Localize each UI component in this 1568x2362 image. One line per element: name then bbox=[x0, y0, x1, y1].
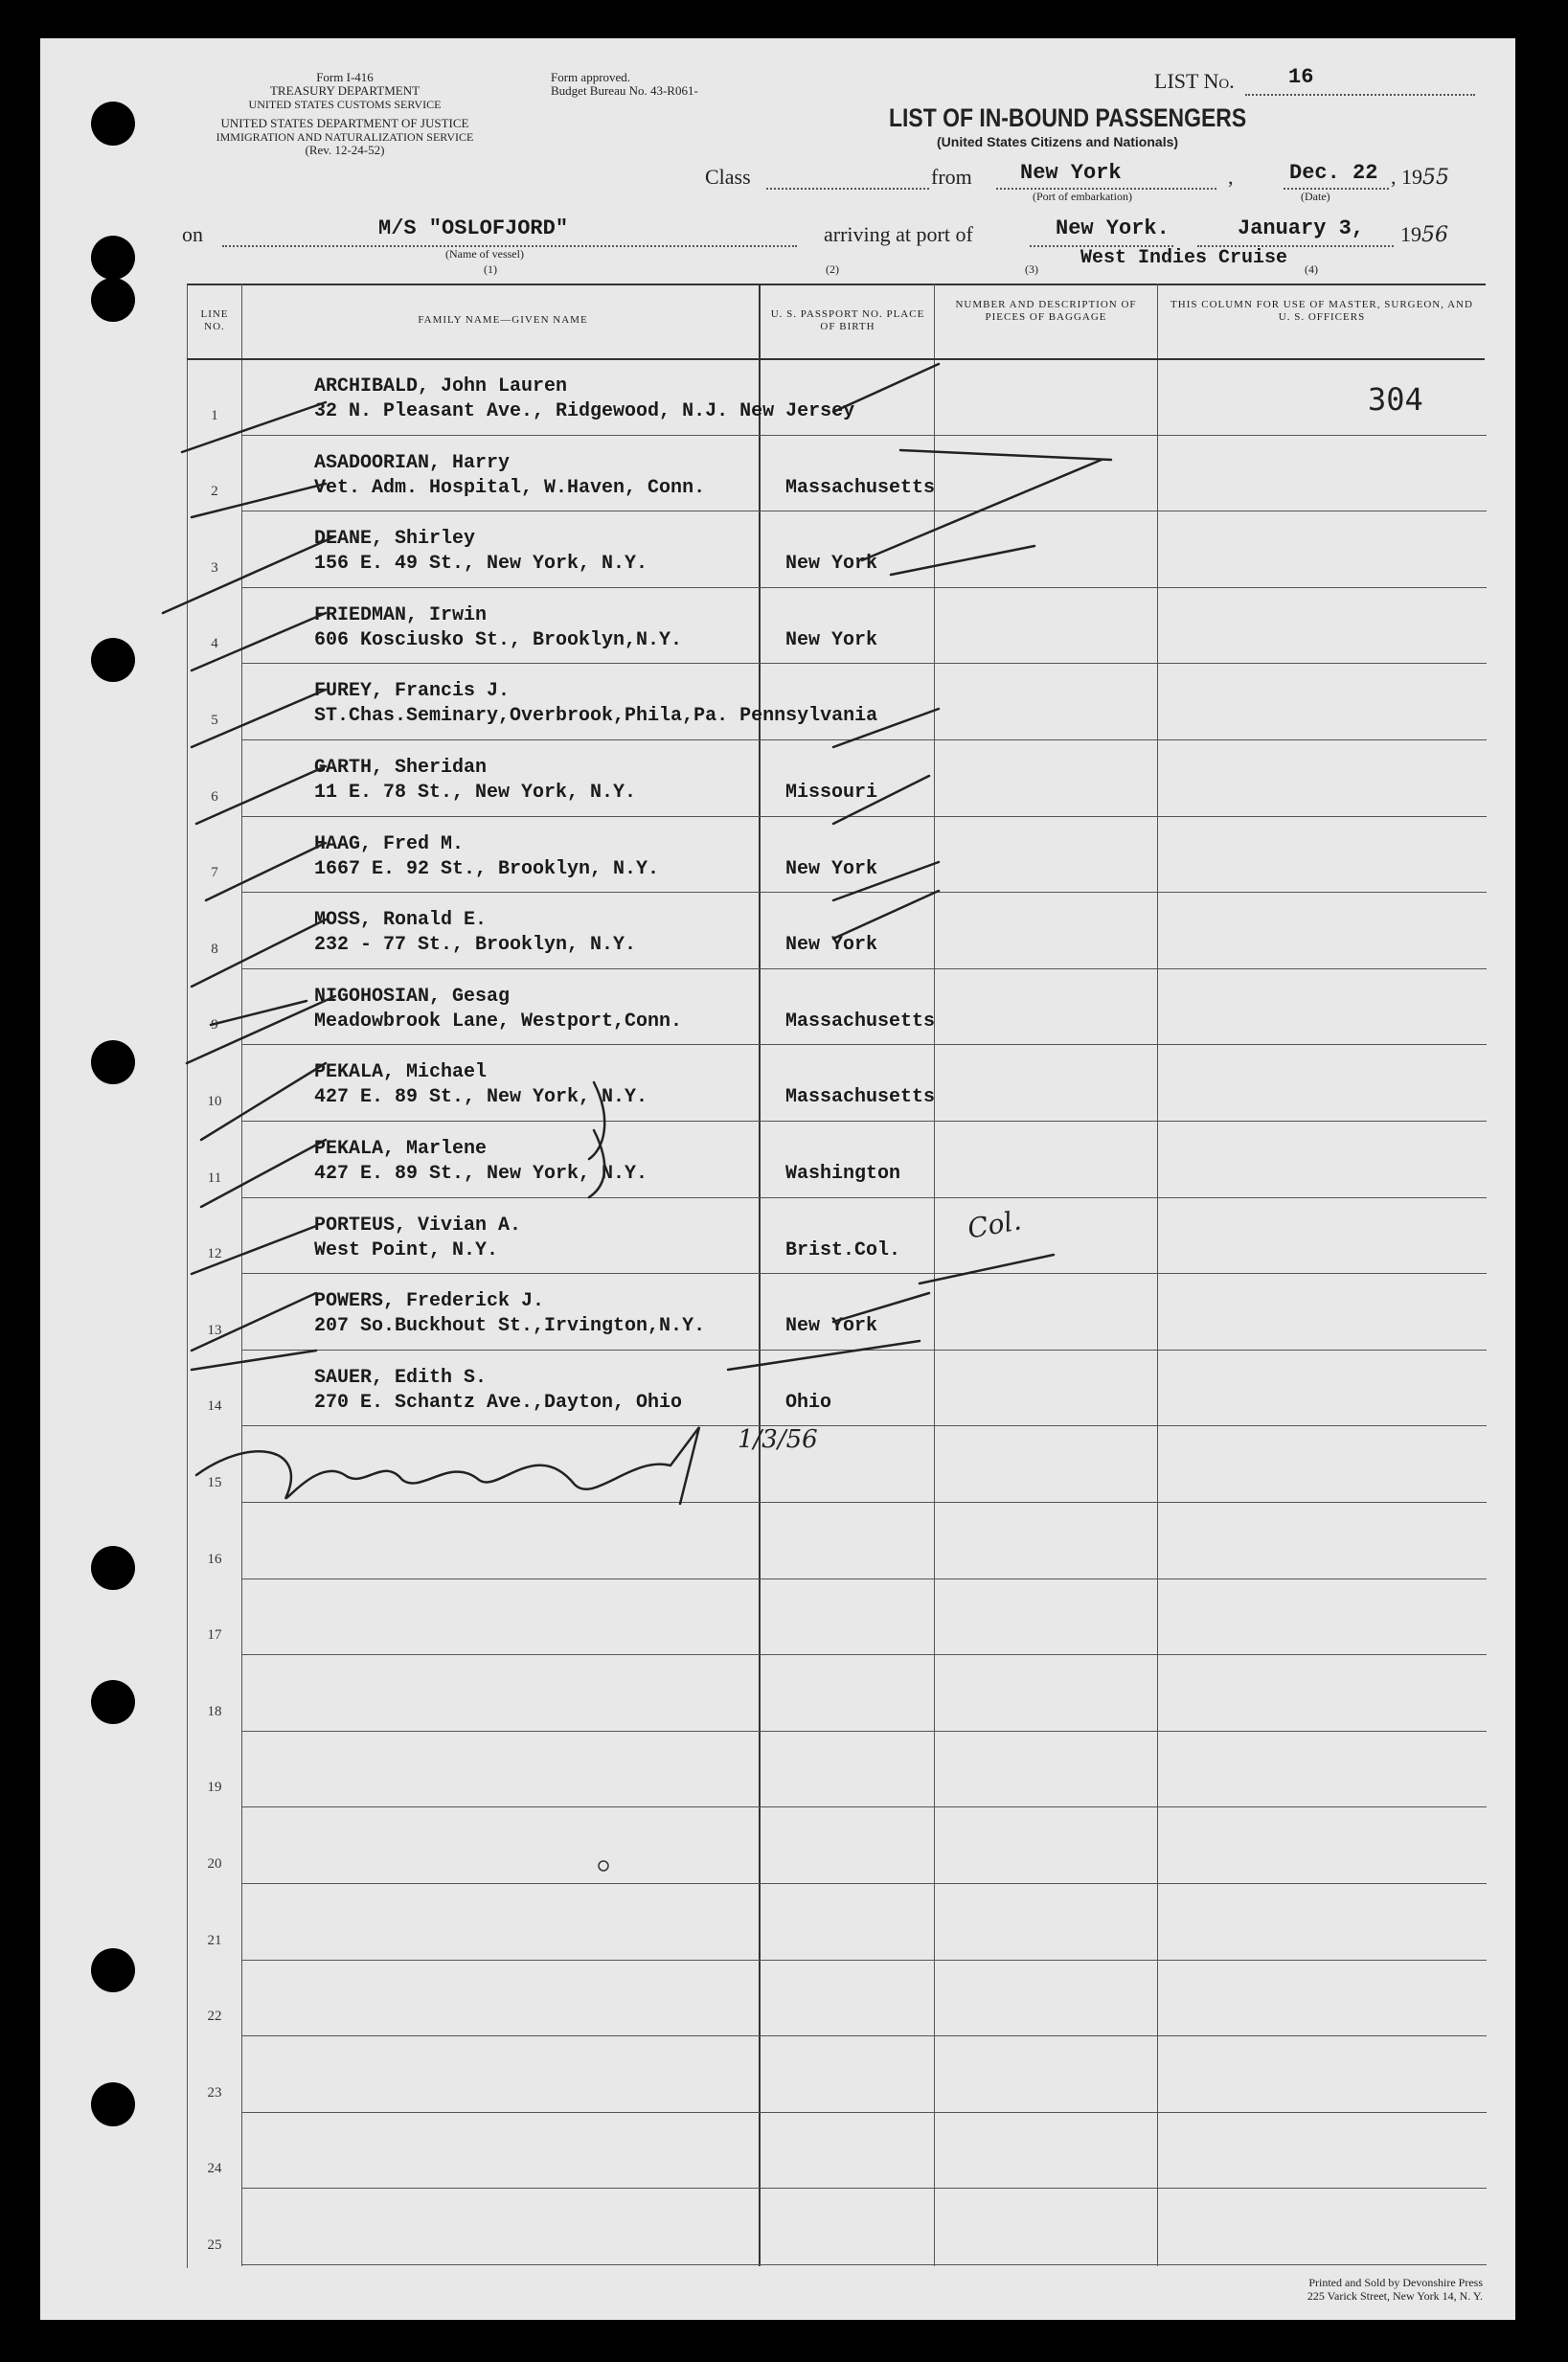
line-number: 24 bbox=[207, 2161, 222, 2177]
line-number: 3 bbox=[211, 559, 218, 576]
line-number: 12 bbox=[207, 1246, 222, 1262]
passenger-name: SAUER, Edith S. bbox=[314, 1366, 488, 1389]
passenger-address: ST.Chas.Seminary,Overbrook,Phila,Pa. Pennsylvania bbox=[314, 705, 878, 728]
cruise-value: West Indies Cruise bbox=[1080, 247, 1288, 269]
row-divider bbox=[241, 1806, 1487, 1807]
handwritten-col-annotation: Col. bbox=[965, 1204, 1024, 1245]
place-of-birth: New York bbox=[785, 1315, 878, 1338]
printer-line-2: 225 Varick Street, New York 14, N. Y. bbox=[1307, 2289, 1483, 2303]
row-divider bbox=[241, 1578, 1487, 1579]
row-divider bbox=[241, 1960, 1487, 1961]
passenger-name: NIGOHOSIAN, Gesag bbox=[314, 985, 511, 1008]
row-divider bbox=[241, 1731, 1487, 1732]
row-divider bbox=[241, 2112, 1487, 2113]
line-number: 9 bbox=[211, 1017, 218, 1033]
arrival-year-prefix: 19 bbox=[1400, 222, 1421, 246]
line-number: 5 bbox=[211, 713, 218, 728]
passenger-address: West Point, N.Y. bbox=[314, 1238, 499, 1261]
column-header-passport: U. S. PASSPORT NO. PLACE OF BIRTH bbox=[770, 308, 925, 332]
page-subtitle: (United States Citizens and Nationals) bbox=[937, 134, 1179, 149]
place-of-birth: Massachusetts bbox=[785, 476, 936, 499]
line-number: 4 bbox=[211, 636, 218, 652]
place-of-birth: New York bbox=[785, 857, 878, 880]
row-divider bbox=[241, 739, 1487, 740]
line-number: 22 bbox=[207, 2009, 222, 2025]
line-number: 6 bbox=[211, 788, 218, 805]
line-number: 14 bbox=[207, 1398, 222, 1415]
vessel-caption: (Name of vessel) bbox=[445, 247, 524, 261]
list-number-label: LIST No. bbox=[1154, 69, 1235, 93]
immigration-label: IMMIGRATION AND NATURALIZATION SERVICE bbox=[216, 130, 474, 144]
punch-hole bbox=[91, 1948, 135, 1992]
on-label: on bbox=[182, 222, 203, 246]
line-number: 15 bbox=[207, 1475, 222, 1490]
line-number: 23 bbox=[207, 2084, 222, 2101]
row-divider bbox=[241, 1044, 1487, 1045]
row-divider bbox=[241, 663, 1487, 664]
passenger-address: 1667 E. 92 St., Brooklyn, N.Y. bbox=[314, 857, 660, 880]
arrival-year-handwritten: 56 bbox=[1421, 223, 1448, 247]
caption-3: (3) bbox=[1025, 262, 1038, 276]
place-of-birth: New York bbox=[785, 628, 878, 651]
from-label: from bbox=[931, 165, 972, 189]
place-of-birth: New York bbox=[785, 934, 878, 957]
line-number: 1 bbox=[211, 407, 218, 423]
row-divider bbox=[241, 1121, 1487, 1122]
form-agency-block bbox=[172, 71, 517, 157]
punch-hole bbox=[91, 1546, 135, 1590]
column-header-family-name: FAMILY NAME—GIVEN NAME bbox=[418, 314, 588, 326]
date-year-prefix: 19 bbox=[1401, 165, 1422, 189]
passenger-address: 606 Kosciusko St., Brooklyn,N.Y. bbox=[314, 628, 683, 651]
line-number: 13 bbox=[207, 1322, 222, 1338]
passenger-address: Vet. Adm. Hospital, W.Haven, Conn. bbox=[314, 476, 706, 499]
row-divider bbox=[241, 587, 1487, 588]
passenger-address: 427 E. 89 St., New York, N.Y. bbox=[314, 1163, 648, 1185]
date-caption: (Date) bbox=[1301, 190, 1330, 203]
place-of-birth: Washington bbox=[785, 1163, 901, 1185]
passenger-name: DEANE, Shirley bbox=[314, 528, 476, 551]
passenger-name: FRIEDMAN, Irwin bbox=[314, 603, 488, 626]
form-number: Form I-416 bbox=[316, 70, 374, 84]
passenger-address: 427 E. 89 St., New York, N.Y. bbox=[314, 1086, 648, 1109]
row-divider bbox=[241, 1502, 1487, 1503]
caption-4: (4) bbox=[1305, 262, 1318, 276]
line-number: 16 bbox=[207, 1551, 222, 1567]
place-of-birth: Massachusetts bbox=[785, 1010, 936, 1033]
row-divider bbox=[241, 892, 1487, 893]
justice-label: UNITED STATES DEPARTMENT OF JUSTICE bbox=[220, 116, 469, 130]
line-number: 21 bbox=[207, 1932, 222, 1948]
place-of-birth: Missouri bbox=[785, 782, 878, 804]
passenger-name: PEKALA, Marlene bbox=[314, 1138, 488, 1160]
column-header-baggage: NUMBER AND DESCRIPTION OF PIECES OF BAGGAGE bbox=[955, 299, 1137, 323]
punch-hole bbox=[91, 638, 135, 682]
passenger-name: ARCHIBALD, John Lauren bbox=[314, 375, 568, 397]
revision-label: (Rev. 12-24-52) bbox=[305, 143, 385, 157]
line-number: 19 bbox=[207, 1780, 222, 1796]
passenger-name: HAAG, Fred M. bbox=[314, 832, 465, 855]
vessel-name-value: M/S "OSLOFJORD" bbox=[378, 216, 569, 240]
passenger-name: POWERS, Frederick J. bbox=[314, 1290, 545, 1313]
row-divider bbox=[241, 968, 1487, 969]
column-header-line-no: LINE NO. bbox=[200, 308, 229, 332]
passenger-address: 156 E. 49 St., New York, N.Y. bbox=[314, 553, 648, 576]
treasury-label: TREASURY DEPARTMENT bbox=[269, 83, 420, 98]
punch-hole bbox=[91, 1680, 135, 1724]
line-number: 18 bbox=[207, 1703, 222, 1719]
form-approved-label: Form approved. bbox=[551, 70, 631, 84]
passenger-address: 232 - 77 St., Brooklyn, N.Y. bbox=[314, 934, 637, 957]
punch-hole bbox=[91, 278, 135, 322]
signature-date-annotation: 1/3/56 bbox=[738, 1425, 818, 1454]
row-divider bbox=[241, 2188, 1487, 2189]
line-number: 20 bbox=[207, 1856, 222, 1872]
class-label: Class bbox=[705, 165, 751, 189]
passenger-address: 207 So.Buckhout St.,Irvington,N.Y. bbox=[314, 1315, 706, 1338]
row-divider bbox=[241, 2035, 1487, 2036]
punch-hole bbox=[91, 102, 135, 146]
passenger-address: Meadowbrook Lane, Westport,Conn. bbox=[314, 1010, 683, 1033]
caption-1: (1) bbox=[484, 262, 497, 276]
place-of-birth: Brist.Col. bbox=[785, 1238, 901, 1261]
form-approval-block bbox=[551, 71, 698, 98]
passenger-table bbox=[187, 284, 1486, 2268]
row-divider bbox=[241, 2264, 1487, 2265]
caption-2: (2) bbox=[826, 262, 839, 276]
place-of-birth: Massachusetts bbox=[785, 1086, 936, 1109]
row-divider bbox=[241, 1425, 1487, 1426]
passenger-name: GARTH, Sheridan bbox=[314, 757, 488, 779]
passenger-address: 270 E. Schantz Ave.,Dayton, Ohio bbox=[314, 1391, 683, 1414]
row-divider bbox=[241, 1273, 1487, 1274]
customs-label: UNITED STATES CUSTOMS SERVICE bbox=[248, 98, 442, 111]
port-caption: (Port of embarkation) bbox=[1033, 190, 1132, 203]
arrival-date-value: January 3, bbox=[1238, 216, 1365, 240]
passenger-name: FUREY, Francis J. bbox=[314, 680, 511, 703]
line-number: 8 bbox=[211, 941, 218, 957]
passenger-name: PORTEUS, Vivian A. bbox=[314, 1214, 522, 1237]
page-title: LIST OF IN-BOUND PASSENGERS bbox=[889, 103, 1247, 132]
departure-date-value: Dec. 22 bbox=[1289, 161, 1378, 185]
arrival-port-value: New York. bbox=[1056, 216, 1170, 240]
date-year-handwritten: 55 bbox=[1422, 166, 1449, 190]
line-number: 2 bbox=[211, 484, 218, 500]
passenger-address: 32 N. Pleasant Ave., Ridgewood, N.J. New Jersey bbox=[314, 400, 855, 422]
punch-hole bbox=[91, 236, 135, 280]
place-of-birth: Ohio bbox=[785, 1391, 832, 1414]
line-number: 17 bbox=[207, 1627, 222, 1644]
line-number: 25 bbox=[207, 2237, 222, 2253]
arriving-label: arriving at port of bbox=[824, 222, 973, 246]
row-divider bbox=[241, 1197, 1487, 1198]
list-number-value: 16 bbox=[1288, 65, 1314, 89]
passenger-name: PEKALA, Michael bbox=[314, 1061, 488, 1084]
row-divider bbox=[241, 816, 1487, 817]
port-of-embarkation-value: New York bbox=[1020, 161, 1122, 185]
printer-line-1: Printed and Sold by Devonshire Press bbox=[1308, 2276, 1483, 2289]
line-number: 7 bbox=[211, 865, 218, 881]
punch-hole bbox=[91, 1040, 135, 1084]
passenger-name: ASADOORIAN, Harry bbox=[314, 451, 511, 474]
punch-hole bbox=[91, 2082, 135, 2126]
row-divider bbox=[241, 1883, 1487, 1884]
line-number: 11 bbox=[207, 1170, 222, 1186]
passenger-name: MOSS, Ronald E. bbox=[314, 909, 488, 932]
budget-bureau-label: Budget Bureau No. 43-R061- bbox=[551, 83, 698, 98]
printer-imprint bbox=[1195, 2276, 1483, 2303]
line-number: 10 bbox=[207, 1094, 222, 1109]
row-divider bbox=[241, 1350, 1487, 1351]
place-of-birth: New York bbox=[785, 553, 878, 576]
row-divider bbox=[241, 435, 1487, 436]
column-header-officers: THIS COLUMN FOR USE OF MASTER, SURGEON, AND U. S. OFFICERS bbox=[1170, 299, 1473, 323]
row-divider bbox=[241, 1654, 1487, 1655]
officer-number-annotation: 304 bbox=[1368, 381, 1423, 418]
passenger-address: 11 E. 78 St., New York, N.Y. bbox=[314, 782, 637, 804]
